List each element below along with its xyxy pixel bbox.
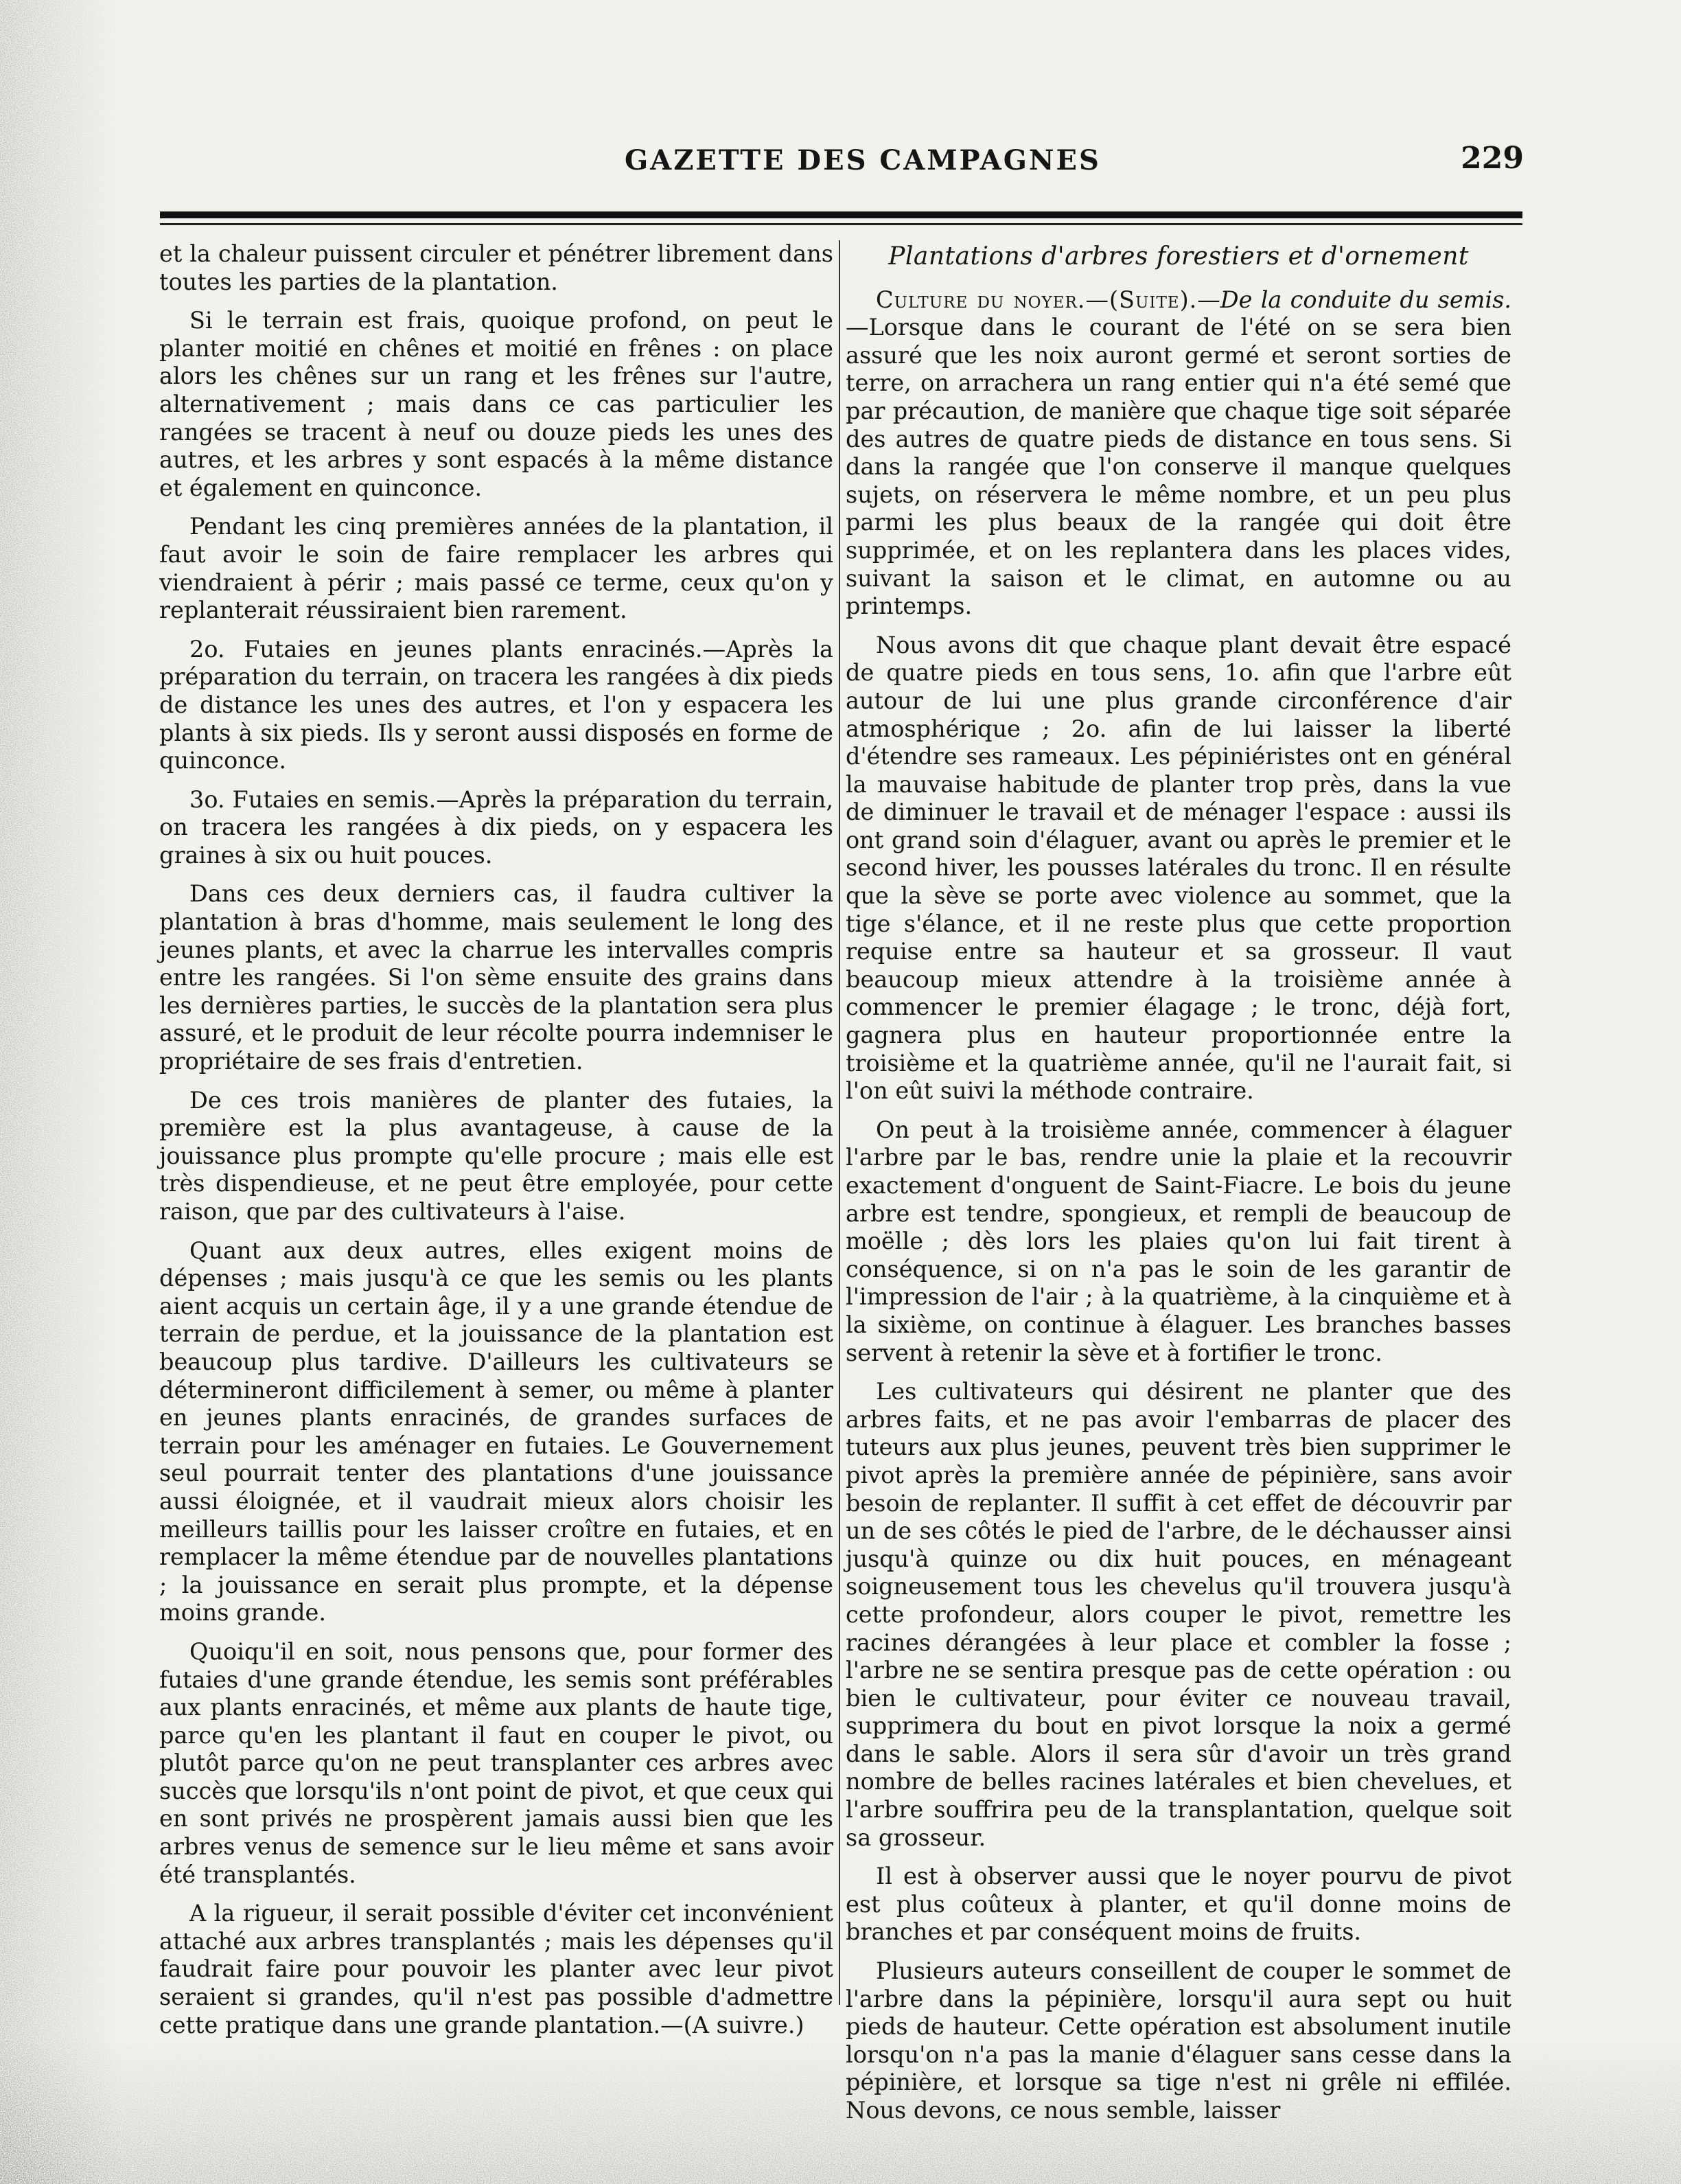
right-column (846, 240, 1511, 2136)
left-paragraph: Pendant les cinq premières années de la plantation, il faut avoir le soin de faire remplacer les arbres qui viendraient à périr ; mais passé ce terme, ceux qu'on y replanterait réussiraient bien rarement. (159, 513, 833, 624)
left-paragraph: et la chaleur puissent circuler et pénétrer librement dans toutes les parties de la plantation. (159, 240, 833, 295)
column-divider (839, 240, 840, 2005)
page-number: 229 (1461, 141, 1524, 176)
lead-text: —Lorsque dans le courant de l'été on se sera bien assuré que les noix auront germé et seront sorties de terre, on arrachera un rang entier qui n'a été semé que par précaution, de manière que chaque tige soit séparée des autres de quatre pieds de distance en tous sens. Si dans la rangée que l'on conserve il manque quelques sujets, on réservera le même nombre, et un peu plus parmi les plus beaux de la rangée qui doit être supprimée, et on les replantera dans les places vides, suivant la saison et le climat, en automne ou au printemps. (846, 314, 1511, 620)
left-paragraph: Quant aux deux autres, elles exigent moins de dépenses ; mais jusqu'à ce que les semis ou les plants aient acquis un certain âge, il y a une grande étendue de terrain de perdue, et la jouissance de la plantation est beaucoup plus tardive. D'ailleurs les cultivateurs se détermineront difficilement à semer, ou même à planter en jeunes plants enracinés, de grandes surfaces de terrain pour les aménager en futaies. Le Gouvernement seul pourrait tenter des plantations d'une jouissance aussi éloignée, et il vaudrait mieux alors choisir les meilleurs taillis pour les laisser croître en futaies, et en remplacer la même étendue par de nouvelles plantations ; la jouissance en serait plus prompte, et la dépense moins grande. (159, 1237, 833, 1626)
right-paragraph: Il est à observer aussi que le noyer pourvu de pivot est plus coûteux à planter, et qu'il donne moins de branches et par conséquent moins de fruits. (846, 1863, 1511, 1946)
section-title: Plantations d'arbres forestiers et d'ornement (888, 242, 1469, 271)
left-paragraph: 2o. Futaies en jeunes plants enracinés.—Après la préparation du terrain, on tracera les rangées à dix pieds de distance les unes des autres, et l'on y espacera les plants à six pieds. Ils y seront aussi disposés en forme de quinconce. (159, 635, 833, 774)
left-paragraph: Si le terrain est frais, quoique profond, on peut le planter moitié en chênes et moitié en frênes : on place alors les chênes sur un rang et les frênes sur l'autre, alternativement ; mais dans ce cas particulier les rangées se tracent à neuf ou douze pieds les unes des autres, et les arbres y sont espacés à la même distance et également en quinconce. (159, 307, 833, 501)
left-paragraph: 3o. Futaies en semis.—Après la préparation du terrain, on tracera les rangées à dix pieds, on y espacera les graines à six ou huit pouces. (159, 785, 833, 869)
right-paragraph: Les cultivateurs qui désirent ne planter que des arbres faits, et ne pas avoir l'embarras de placer des tuteurs aux plus jeunes, peuvent très bien supprimer le pivot après la première année de pépinière, sans avoir besoin de replanter. Il suffit à cet effet de découvrir par un de ses côtés le pied de l'arbre, de le déchausser ainsi jusqu'à quinze ou dix huit pouces, en ménageant soigneusement tous les chevelus qu'il trouvera jusqu'à cette profondeur, alors couper le pivot, remettre les racines dérangées à leur place et combler la fosse ; l'arbre ne se sentira presque pas de cette opération : ou bien le cultivateur, pour éviter ce nouveau travail, supprimera du bout en pivot lorsque la noix a germé dans le sable. Alors il sera sûr d'avoir un très grand nombre de belles racines latérales et bien chevelues, et l'arbre souffrira peu de la transplantation, quelque soit sa grosseur. (846, 1378, 1511, 1851)
header-rule-thick (160, 211, 1522, 218)
left-paragraph: De ces trois manières de planter des futaies, la première est la plus avantageuse, à cause de la jouissance plus prompte qu'elle procure ; mais elle est très dispendieuse, et ne peut être employée, pour cette raison, que par des cultivateurs à l'aise. (159, 1086, 833, 1225)
left-column (159, 240, 833, 2050)
lead-paragraph (846, 286, 1511, 621)
left-paragraph: Dans ces deux derniers cas, il faudra cultiver la plantation à bras d'homme, mais seulement le long des jeunes plants, et avec la charrue les intervalles compris entre les rangées. Si l'on sème ensuite des grains dans les dernières parties, le succès de la plantation sera plus assuré, et le produit de leur récolte pourra indemniser le propriétaire de ses frais d'entretien. (159, 880, 833, 1075)
right-paragraph: Nous avons dit que chaque plant devait être espacé de quatre pieds en tous sens, 1o. afin que l'arbre eût autour de lui une plus grande circonférence d'air atmosphérique ; 2o. afin de lui laisser la liberté d'étendre ses rameaux. Les pépiniéristes ont en général la mauvaise habitude de planter trop près, dans la vue de diminuer le travail et de ménager l'espace : aussi ils ont grand soin d'élaguer, avant ou après le premier et le second hiver, les pousses latérales du tronc. Il en résulte que la sève se porte avec violence au sommet, que la tige s'élance, et il ne reste plus que cette proportion requise entre sa hauteur et sa grosseur. Il vaut beaucoup mieux attendre à la troisième année à commencer le premier élagage ; le tronc, déjà fort, gagnera plus en hauteur proportionnée entre la troisième et la quatrième année, qu'il ne l'aurait fait, si l'on eût suivi la méthode contraire. (846, 631, 1511, 1105)
running-title: GAZETTE DES CAMPAGNES (625, 144, 1101, 176)
header-rule-thin (160, 223, 1522, 225)
lead-label: Culture du noyer.—(Suite). (876, 286, 1198, 313)
right-paragraph: On peut à la troisième année, commencer à élaguer l'arbre par le bas, rendre unie la plaie et la recouvrir exactement d'onguent de Saint-Fiacre. Le bois du jeune arbre est tendre, spongieux, et rempli de beaucoup de moëlle ; dès lors les plaies qu'on lui fait tirent à conséquence, si on n'a pas le soin de les garantir de l'impression de l'air ; à la quatrième, à la cinquième et à la sixième, on continue à élaguer. Les branches basses servent à retenir la sève et à fortifier le tronc. (846, 1116, 1511, 1366)
page-header (151, 141, 1524, 189)
lead-italic: —De la conduite du semis. (1197, 286, 1511, 313)
left-paragraph: A la rigueur, il serait possible d'éviter cet inconvénient attaché aux arbres transplantés ; mais les dépenses qu'il faudrait faire pour pouvoir les planter avec leur pivot seraient si grandes, qu'il n'est pas possible d'admettre cette pratique dans une grande plantation.—(A suivre.) (159, 1900, 833, 2038)
right-paragraph: Plusieurs auteurs conseillent de couper le sommet de l'arbre dans la pépinière, lorsqu'il aura sept ou huit pieds de hauteur. Cette opération est absolument inutile lorsqu'on n'a pas la manie d'élaguer sans cesse dans la pépinière, et lorsque sa tige n'est ni grêle ni effilée. Nous devons, ce nous semble, laisser (846, 1957, 1511, 2124)
left-paragraph: Quoiqu'il en soit, nous pensons que, pour former des futaies d'une grande étendue, les semis sont préférables aux plants enracinés, et même aux plants de haute tige, parce qu'en les plantant il faut en couper le pivot, ou plutôt parce qu'on ne peut transplanter ces arbres avec succès que lorsqu'ils n'ont point de pivot, et que ceux qui en sont privés ne prospèrent jamais aussi bien que les arbres venus de semence sur le lieu même et sans avoir été transplantés. (159, 1637, 833, 1888)
